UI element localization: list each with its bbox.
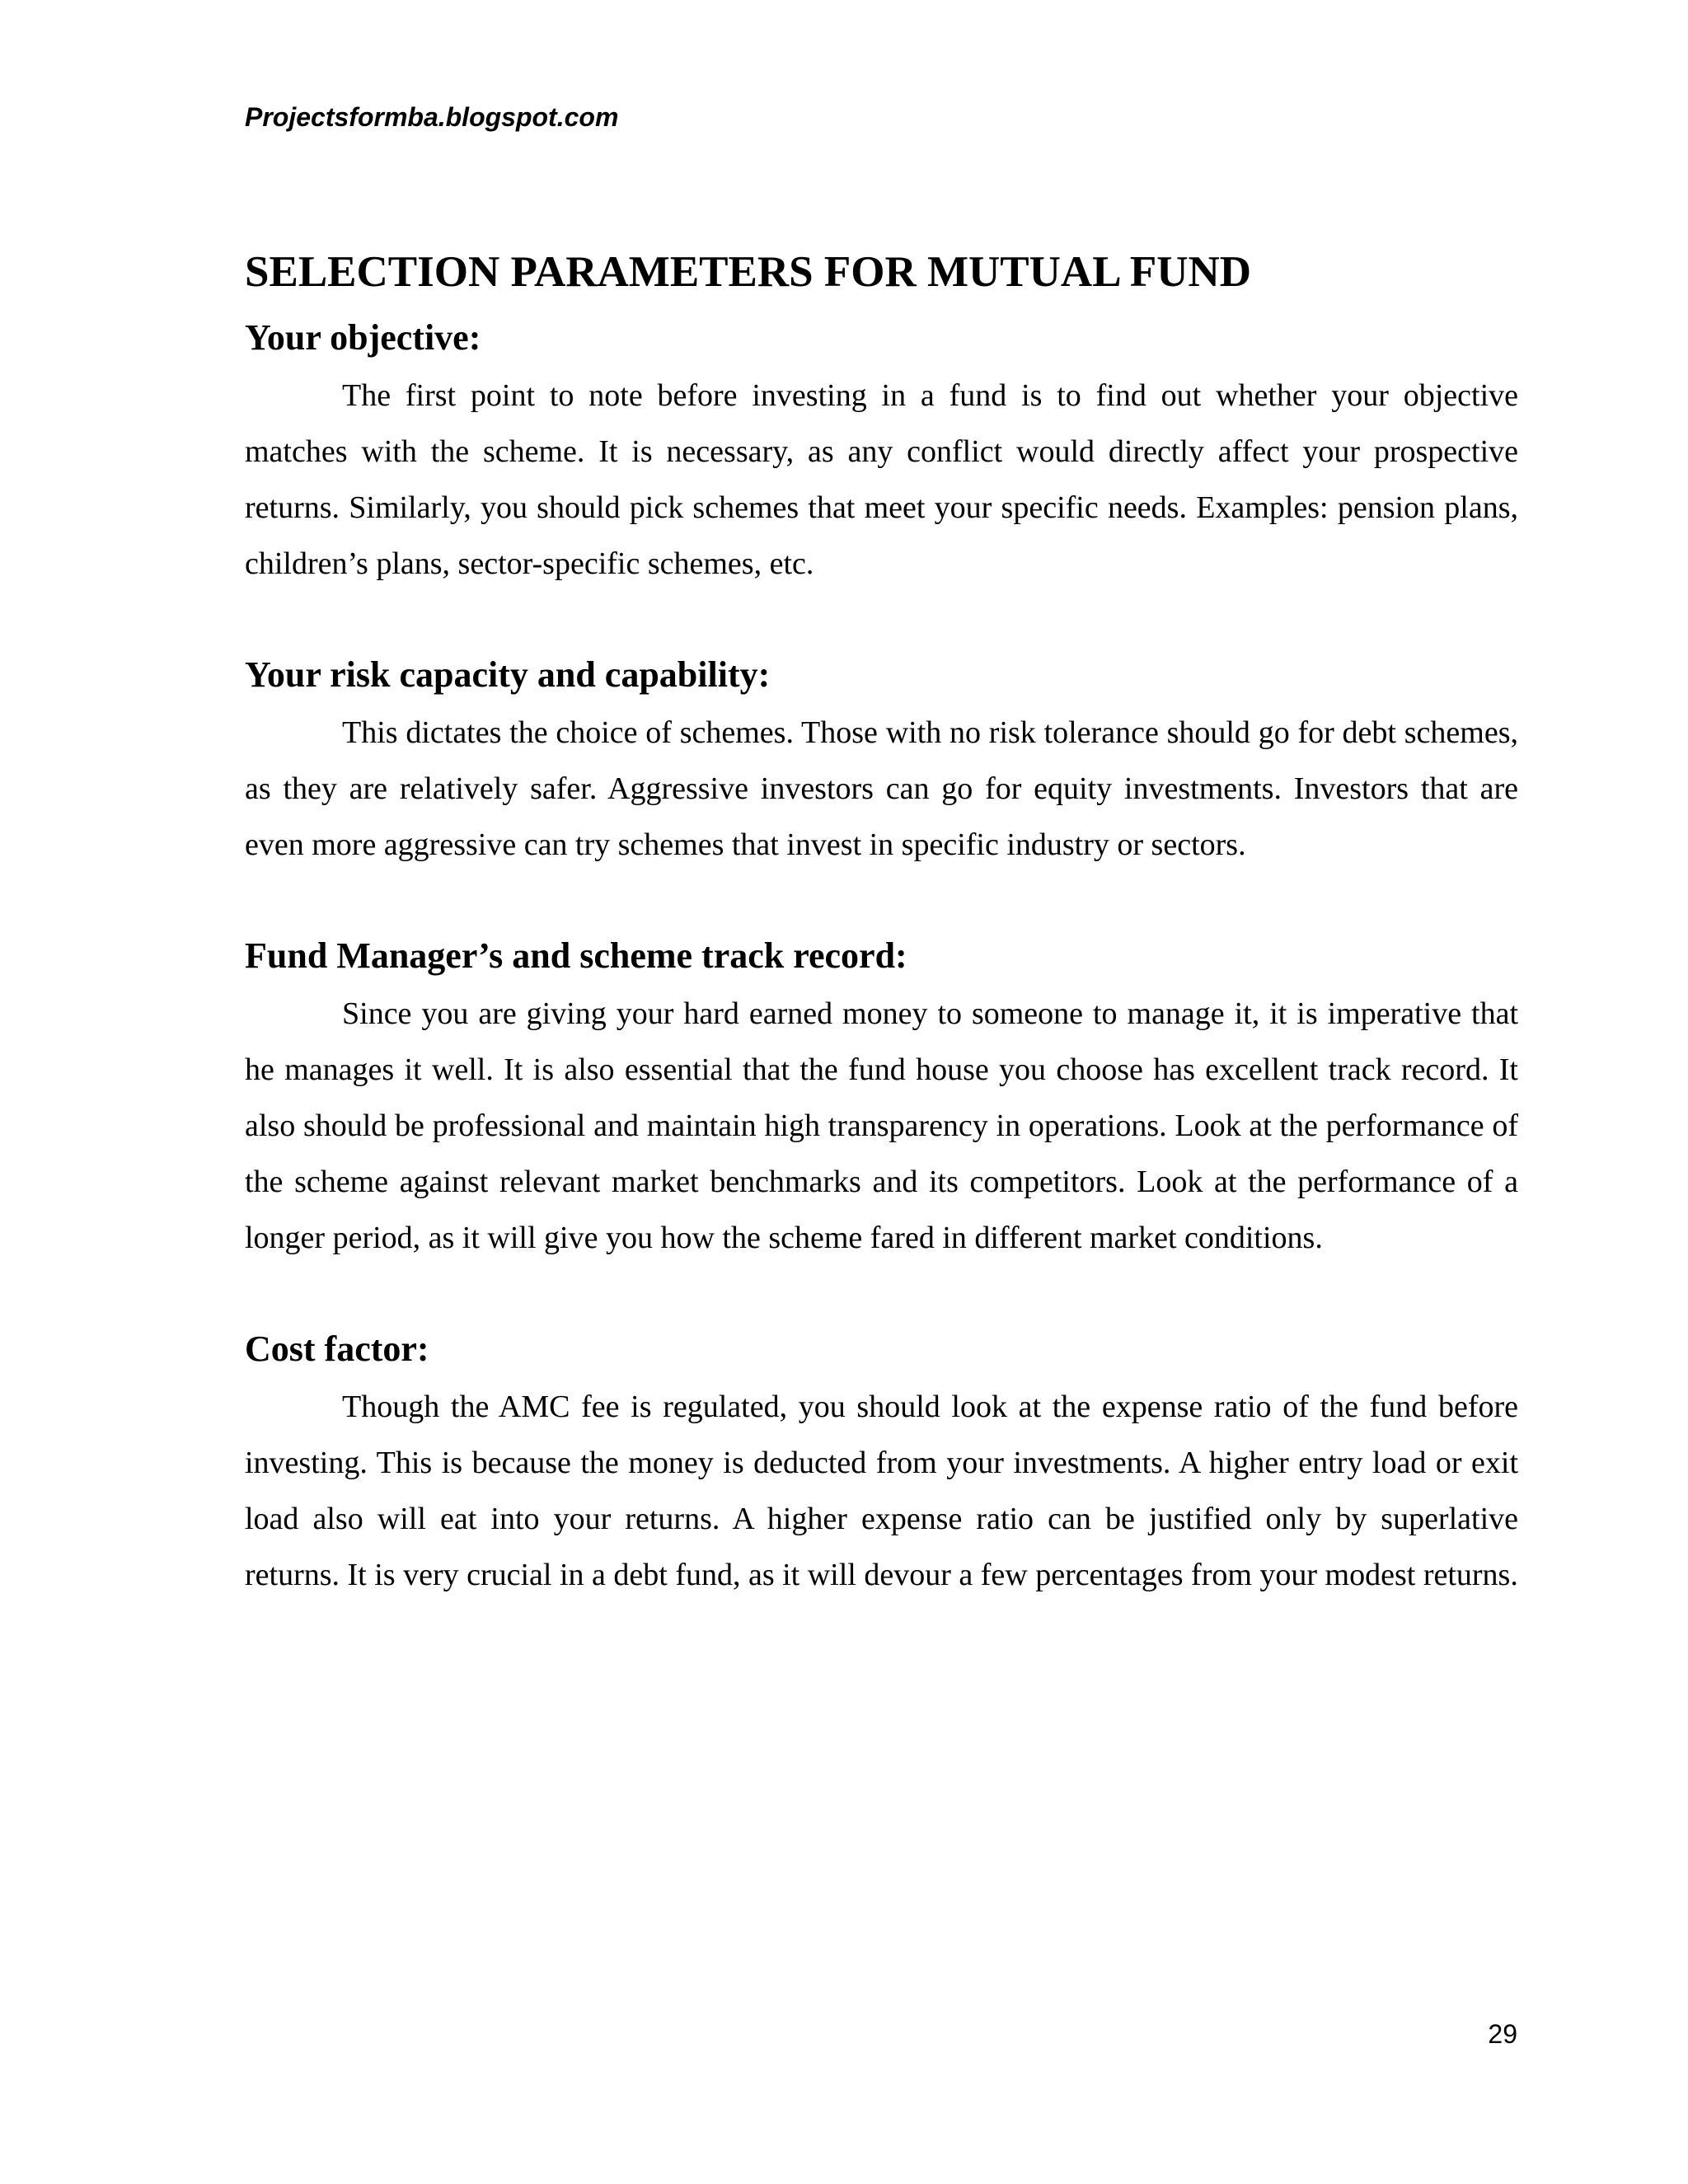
page-title: SELECTION PARAMETERS FOR MUTUAL FUND: [245, 248, 1252, 296]
section-heading-track-record: Fund Manager’s and scheme track record:: [245, 935, 907, 976]
section-body-objective: The first point to note before investing in a fund is to find out whether your objective matches with the scheme. It is necessary, as any conflict would directly affect your prospective returns. Similarly, you should pick schemes that meet your specific needs. Examples: pension plans, children’s plans, sector-specific schemes, etc.: [245, 378, 1518, 581]
section-body-risk-capacity: This dictates the choice of schemes. Those with no risk tolerance should go for debt schemes, as they are relatively safer. Aggressive investors can go for equity investments. Investors that are even more aggressive can try schemes that invest in specific industry or sectors.: [245, 715, 1518, 862]
section-heading-risk-capacity: Your risk capacity and capability:: [245, 654, 771, 695]
section-heading-objective: Your objective:: [245, 317, 481, 358]
page-content: [245, 246, 1518, 1603]
page-number: 29: [1488, 2019, 1517, 2049]
section-body-track-record: Since you are giving your hard earned money to someone to manage it, it is imperative that he manages it well. It is also essential that the fund house you choose has excellent track record. It also should be professional and maintain high transparency in operations. Look at the performance of the scheme against relevant market benchmarks and its competitors. Look at the performance of a longer period, as it will give you how the scheme fared in different market conditions.: [245, 996, 1518, 1255]
section-heading-cost-factor: Cost factor:: [245, 1329, 429, 1369]
header-site-name: Projectsformba.blogspot.com: [245, 102, 619, 132]
section-body-cost-factor: Though the AMC fee is regulated, you should look at the expense ratio of the fund before investing. This is because the money is deducted from your investments. A higher entry load or exit load also will eat into your returns. A higher expense ratio can be justified only by superlative returns. It is very crucial in a debt fund, as it will devour a few percentages from your modest returns.: [245, 1390, 1518, 1592]
